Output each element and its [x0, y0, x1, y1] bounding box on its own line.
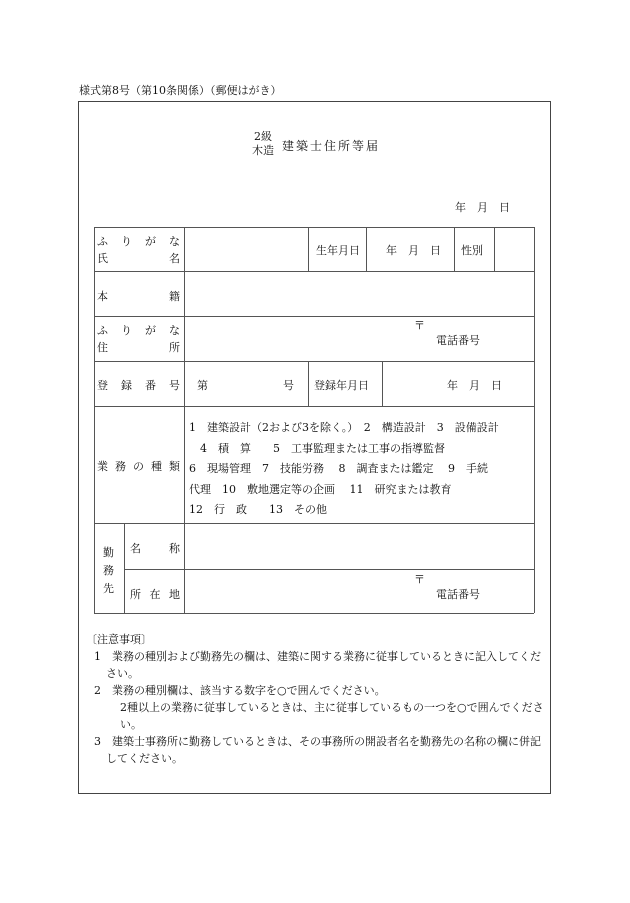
grid-line [454, 227, 455, 271]
grid-line [308, 361, 309, 406]
note-item: 2 業務の種別欄は、該当する数字を○で囲んでください。 [94, 684, 386, 697]
workplace-phone-label: 電話番号 [436, 588, 480, 601]
page-title: 建築士住所等届 [282, 139, 381, 153]
work-type-line[interactable]: 1 建築設計（2および3を除く。） 2 構造設計 3 設備設計 [189, 421, 499, 434]
registration-go: 号 [283, 379, 294, 392]
workplace-address-field[interactable] [186, 571, 532, 611]
workplace-label: 勤務先 [103, 546, 114, 595]
address-furigana-label: ふ り が な [97, 324, 180, 337]
birthdate-value: 年 月 日 [386, 244, 441, 257]
grid-line [124, 523, 125, 613]
workplace-name-field[interactable] [186, 525, 532, 567]
grid-line [494, 227, 495, 271]
grid-line [308, 227, 309, 271]
birthdate-label: 生年月日 [316, 244, 360, 257]
workplace-postal-mark: 〒 [414, 573, 425, 586]
domicile-field[interactable] [186, 273, 532, 314]
address-label: 住 所 [97, 341, 180, 354]
notes-section [86, 631, 546, 767]
grid-line [124, 569, 534, 570]
grid-line [94, 227, 95, 613]
gender-field[interactable] [496, 229, 532, 269]
note-item: 3 建築士事務所に勤務しているときは、その事務所の開設者名を勤務先の名称の欄に併記してください。 [94, 735, 541, 765]
grid-line [94, 316, 534, 317]
notes-heading: 〔注意事項〕 [86, 633, 152, 646]
date-line: 年 月 日 [455, 201, 510, 214]
address-field[interactable] [186, 318, 532, 359]
grid-line [534, 227, 535, 613]
registration-date-value: 年 月 日 [447, 379, 502, 392]
grid-line [184, 227, 185, 613]
registration-label: 登 録 番 号 [97, 379, 180, 392]
grid-line [94, 613, 534, 614]
work-type-line[interactable]: 12 行 政 13 その他 [189, 503, 327, 516]
title-grade [252, 130, 274, 158]
furigana-label: ふ り が な [97, 235, 180, 248]
grade-bottom: 木造 [252, 144, 274, 157]
work-type-list [189, 418, 531, 521]
note-item: 1 業務の種別および勤務先の欄は、建築に関する業務に従事しているときに記入してください。 [94, 650, 541, 680]
grid-line [94, 523, 534, 524]
grid-line [382, 361, 383, 406]
phone-label: 電話番号 [436, 334, 480, 347]
registration-dai: 第 [197, 379, 208, 392]
work-type-line[interactable]: 6 現場管理 7 技能労務 8 調査または鑑定 9 手続 [189, 462, 488, 475]
grid-line [366, 227, 367, 271]
registration-date-label: 登録年月日 [314, 379, 369, 392]
work-type-line[interactable]: 4 積 算 5 工事監理または工事の指導監督 [189, 441, 445, 455]
name-field[interactable] [186, 229, 306, 269]
name-label: 氏 名 [97, 252, 180, 265]
work-type-label: 業 務 の 種 類 [97, 460, 180, 473]
postal-mark: 〒 [414, 319, 425, 332]
workplace-name-label: 名 称 [130, 542, 180, 555]
grid-line [94, 227, 534, 228]
workplace-address-label: 所 在 地 [130, 588, 180, 601]
gender-label: 性別 [461, 244, 483, 257]
grid-line [94, 406, 534, 407]
note-item: 2種以上の業務に従事しているときは、主に従事しているもの一つを○で囲んでください。 [120, 701, 544, 731]
grid-line [94, 271, 534, 272]
grid-line [94, 361, 534, 362]
form-header: 様式第8号（第10条関係）（郵便はがき） [79, 84, 282, 97]
grade-top: 2級 [254, 130, 272, 143]
domicile-label: 本 籍 [97, 290, 180, 303]
work-type-line[interactable]: 代理 10 敷地選定等の企画 11 研究または教育 [189, 482, 452, 496]
